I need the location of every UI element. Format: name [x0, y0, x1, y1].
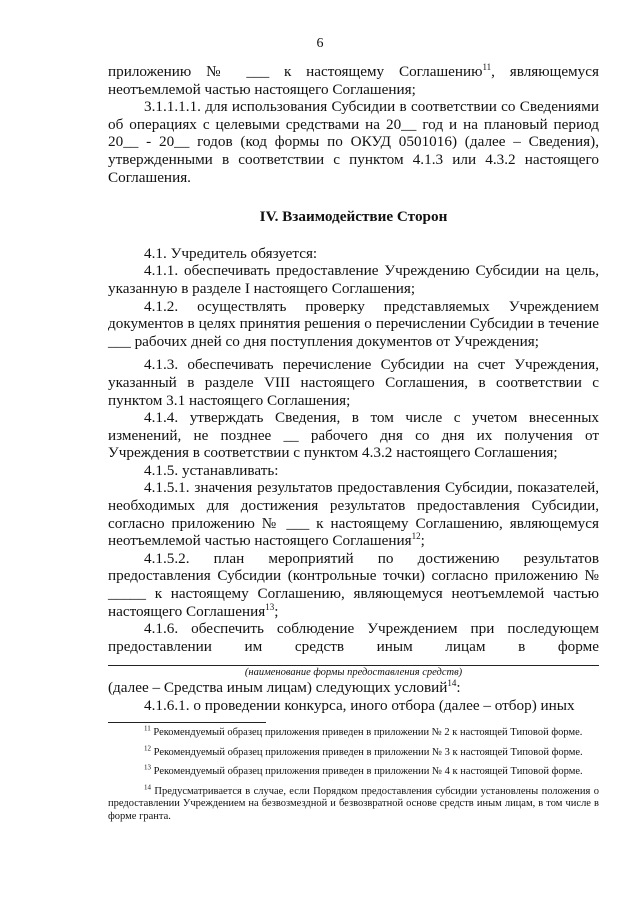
footnote-ref: 11 — [482, 61, 492, 72]
footnote-ref: 12 — [411, 531, 421, 542]
paragraph: 4.1.3. обеспечивать перечисление Субсидии на счет Учреждения, указанный в разделе VIII настоящего Соглашения, в соответствии с пунктом 3.1 настоящего Соглашения; — [108, 356, 599, 409]
paragraph: (далее – Средства иным лицам) следующих условий$^{14}$: — [108, 678, 461, 697]
section-heading: IV. Взаимодействие Сторон — [259, 208, 448, 226]
paragraph: 4.1.4. утверждать Сведения, в том числе с учетом внесенных изменений, не позднее __ рабочего дня со дня их получения от Учреждения в соответствии с пунктом 4.3.2 настоящего Соглашения; — [108, 409, 599, 462]
footnote: $^{13}$ Рекомендуемый образец приложения приведен в приложении № 4 к настоящей Типовой форме. — [144, 763, 583, 778]
paragraph: 4.1.5. устанавливать: — [144, 461, 279, 479]
footnote-ref: 14 — [447, 678, 457, 689]
document-body — [108, 63, 599, 715]
paragraph: 4.1.5.1. значения результатов предоставления Субсидии, показателей, необходимых для достижения результатов предоставления Субсидии, согласно приложению № ___ к настоящему Соглашению, являющемуся неотъемлемой частью настоящего Соглашения$^{12}$; — [108, 479, 599, 550]
paragraph: 4.1. Учредитель обязуется: — [144, 244, 318, 262]
paragraph: приложению № ___ к настоящему Соглашению$^{11}$, являющемуся неотъемлемой частью настоящего Соглашения; — [108, 61, 599, 98]
paragraph: 4.1.1. обеспечивать предоставление Учреждению Субсидии на цель, указанную в разделе I настоящего Соглашения; — [108, 262, 599, 297]
form-name-caption: (наименование формы предоставления средств) — [108, 665, 599, 679]
footnote-separator — [108, 722, 266, 723]
footnote: $^{11}$ Рекомендуемый образец приложения приведен в приложении № 2 к настоящей Типовой форме. — [144, 724, 583, 738]
footnote-ref: 13 — [265, 601, 275, 612]
paragraph: 4.1.6.1. о проведении конкурса, иного отбора (далее – отбор) иных — [144, 697, 575, 714]
paragraph: 3.1.1.1.1. для использования Субсидии в соответствии со Сведениями об операциях с целевыми средствами на 20__ год и на плановый период 20__ - 20__ годов (код формы по ОКУД 0501016) (далее – Сведения), утвержденными в соответствии с пунктом 4.1.3 или 4.3.2 настоящего Соглашения. — [108, 98, 599, 186]
page-number: 6 — [316, 36, 324, 51]
footnotes — [108, 724, 599, 831]
paragraph: 4.1.6. обеспечить соблюдение Учреждением при последующем предоставлении им средств иным лицам в форме — [108, 620, 599, 655]
paragraph: 4.1.5.2. план мероприятий по достижению результатов предоставления Субсидии (контрольные точки) согласно приложению № _____ к настоящему Соглашению, являющемуся неотъемлемой частью настоящего Соглашения$^{13}$; — [108, 549, 599, 620]
footnote: $^{12}$ Рекомендуемый образец приложения приведен в приложении № 3 к настоящей Типовой форме. — [144, 744, 583, 758]
paragraph: 4.1.2. осуществлять проверку представляемых Учреждением документов в целях принятия решения о перечислении Субсидии в течение ___ рабочих дней со дня поступления документов от Учреждения; — [108, 297, 599, 350]
footnote: $^{14}$ Предусматривается в случае, если Порядком предоставления субсидии установлены положения о предоставлении Учреждением на безвозмездной и безвозвратной основе средств иным лицам, в том числе в форме гранта. — [108, 783, 599, 822]
